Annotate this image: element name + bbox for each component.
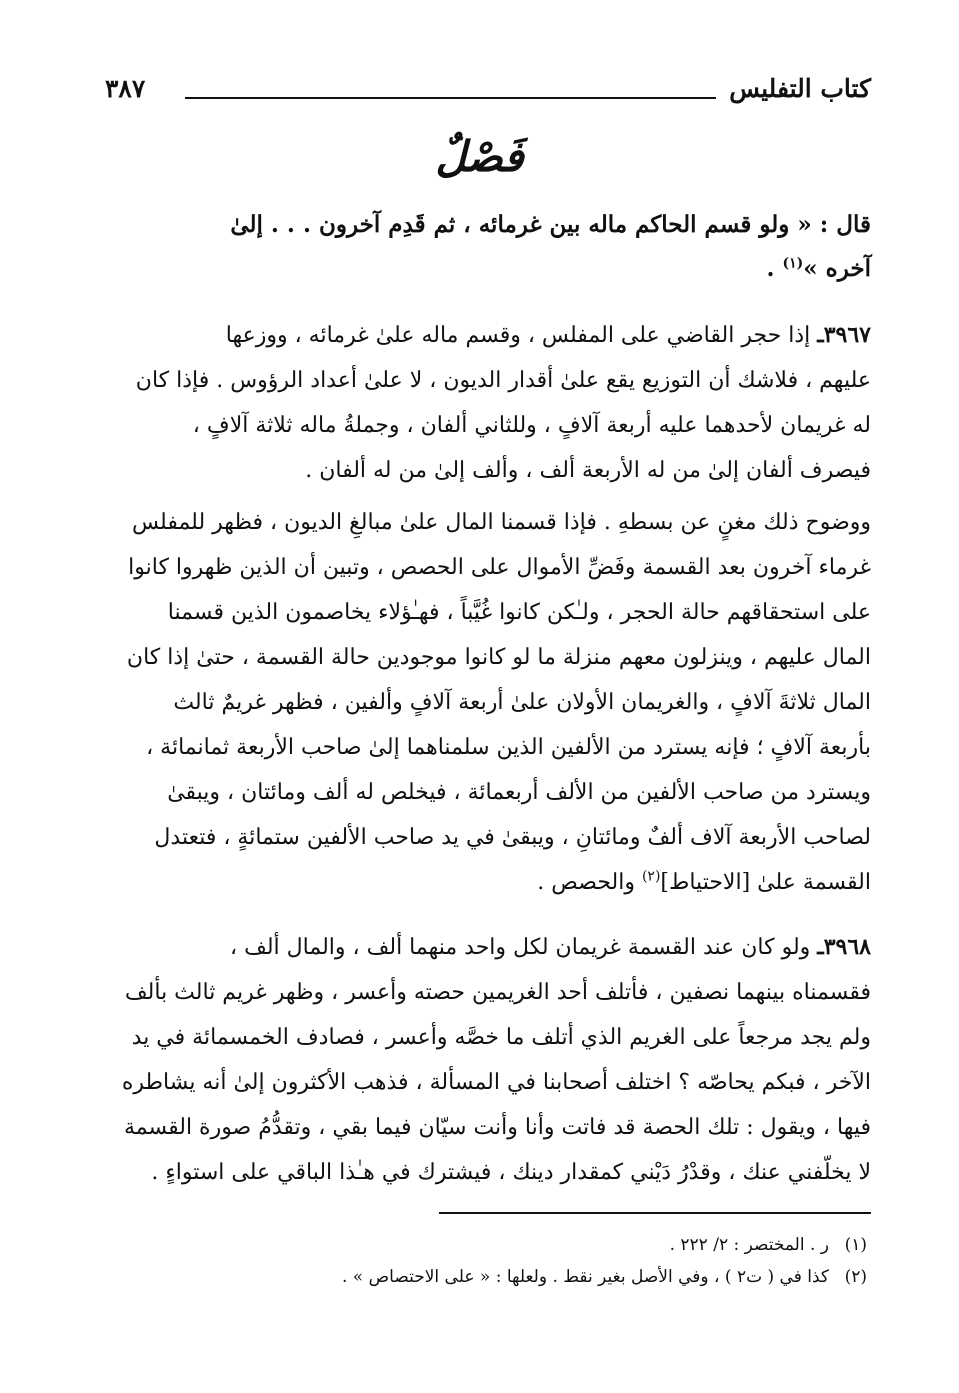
paragraph-line-text: ولو كان عند القسمة غريمان لكل واحد منهما ألف ، والمال ألف ، [229,935,818,960]
paragraph-number: ٣٩٦٨ـ [817,934,871,960]
footnote [100,1229,867,1261]
page-number: ٣٨٧ [105,74,146,103]
book-title: كتاب التفليس [729,74,871,103]
paragraph-line: على استحقاقهم حالة الحجر ، ولـٰكن كانوا غُيَّباً ، فهـٰؤلاء يخاصمون الذين قسمنا [167,600,871,625]
paragraph-line-text: والحصص . [537,870,642,895]
paragraph-line: غرماء آخرون بعد القسمة وفَضِّ الأموال على الحصص ، وتبين أن الذين ظهروا كانوا [128,555,871,580]
quote-line-1: قال : « ولو قسم الحاكم ماله بين غرمائه ، ثم قَدِم آخرون . . . إلىٰ [230,211,871,238]
paragraph-3968 [100,925,871,1195]
paragraph-line: لا يخلّفني عنك ، وقدْرُ دَيْني كمقدار دينك ، فيشترك في هـٰذا الباقي على استواءٍ . [151,1160,871,1185]
paragraph-line: ووضوح ذلك مغنٍ عن بسطهِ . فإذا قسمنا المال علىٰ مبالغِ الديون ، فظهر للمفلس [132,510,871,535]
footnote-ref-1: (١) [782,255,804,272]
footnote-text: كذا في ( ت٢ ) ، وفي الأصل بغير نقط . ولعلها : « على الاحتصاص » . [342,1267,829,1287]
paragraph-line: الآخر ، فبكم يحاصّه ؟ اختلف أصحابنا في المسألة ، فذهب الأكثرون إلىٰ أنه يشاطره [121,1070,871,1095]
paragraph-line: المال عليهم ، وينزلون معهم منزلة ما لو كانوا موجودين حالة القسمة ، حتىٰ إذا كان [126,645,871,670]
paragraph-line: فيها ، ويقول : تلك الحصة قد فاتت وأنا وأنت سيّان فيما بقي ، وتقدُّمُ صورة القسمة [123,1115,871,1140]
footnote-separator [439,1212,871,1214]
paragraph-line [100,860,871,905]
quote-line-2 [100,247,871,291]
paragraph-line: فقسمناه بينهما نصفين ، فأتلف أحد الغريمين حصته وأعسر ، وظهر غريم ثالث بألف [124,980,871,1005]
paragraph-number: ٣٩٦٧ـ [817,322,871,348]
paragraph-line [100,313,871,358]
footnote-mark: (٢) [844,1267,867,1287]
footnote-ref-2: (٢) [641,868,661,885]
paragraph-line: فيصرف ألفان إلىٰ من له الأربعة ألف ، وألف إلىٰ من له ألفان . [305,458,871,483]
footnote-text: ر . المختصر : ٢/ ٢٢٢ . [669,1235,829,1255]
paragraph-line: عليهم ، فلاشك أن التوزيع يقع علىٰ أقدار الديون ، لا علىٰ أعداد الرؤوس . فإذا كان [135,368,871,393]
paragraph-line: المال ثلاثةَ آلافٍ ، والغريمان الأولان علىٰ أربعة آلافٍ وألفين ، فظهر غريمٌ ثالث [173,690,871,715]
header-rule [185,97,716,99]
paragraph-line-text: القسمة علىٰ [الاحتياط] [660,870,871,895]
paragraph-line: له غريمان لأحدهما عليه أربعة آلافٍ ، وللثاني ألفان ، وجملةُ ماله ثلاثة آلافٍ ، [192,413,871,438]
quote-line-2-end: . [766,255,783,282]
paragraph-3967 [100,313,871,493]
section-heading [0,132,959,181]
paragraph-line-text: إذا حجر القاضي على المفلس ، وقسم ماله علىٰ غرمائه ، ووزعها [225,323,818,348]
quote-line-2-text: آخره » [803,255,871,282]
paragraph-line: ولم يجد مرجعاً على الغريم الذي أتلف ما خصَّه وأعسر ، فصادف الخمسمائة في يد [131,1025,871,1050]
footnote [100,1261,867,1293]
running-header [105,66,871,116]
paragraph-explanation [100,500,871,905]
paragraph-line [100,925,871,970]
footnote-mark: (١) [844,1235,867,1255]
footnotes [100,1229,867,1293]
quoted-text [100,203,871,291]
section-heading-text: فَصْلٌ [435,132,524,181]
paragraph-line: ويسترد من صاحب الألفين من الألف أربعمائة ، فيخلص له ألف ومائتان ، ويبقىٰ [167,780,871,805]
paragraph-line: بأربعة آلافٍ ؛ فإنه يسترد من الألفين الذين سلمناهما إلىٰ صاحب الأربعة ثمانمائة ، [146,735,871,760]
paragraph-line: لصاحب الأربعة آلاف ألفٌ ومائتانِ ، ويبقىٰ في يد صاحب الألفين ستمائةٍ ، فتعتدل [154,825,871,850]
